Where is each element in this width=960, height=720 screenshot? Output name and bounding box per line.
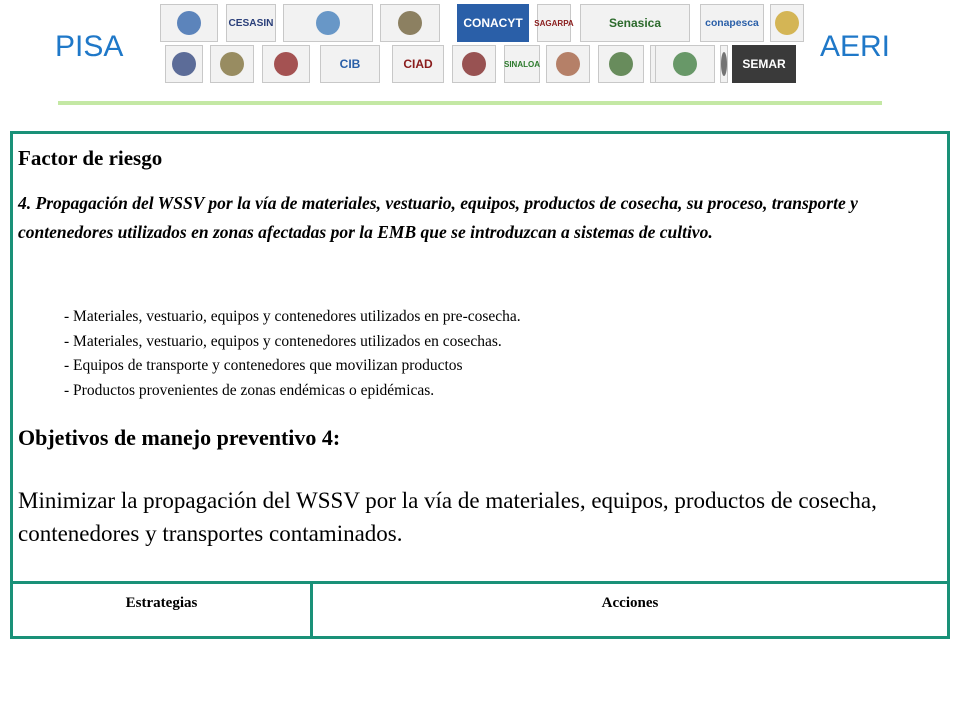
committee-nayarit-logo [283, 4, 373, 42]
shrimp-committee-logo [160, 4, 218, 42]
table-divider [10, 581, 950, 584]
university-emblem-logo [452, 45, 496, 83]
table-header-actions: Acciones [601, 595, 659, 611]
factor-description: 4. Propagación del WSSV por la vía de materiales, vestuario, equipos, productos de cosecha, su proceso, transporte y contenedores utilizados en zonas afectadas por la EMB que se introduzcan a sistemas de cultivo. [18, 193, 858, 242]
state-coat-of-arms-logo-emblem [220, 52, 244, 76]
header-right-label: AERI [820, 30, 891, 63]
sinaloa-logo-text: SINALOA [504, 59, 540, 69]
list-item: - Materiales, vestuario, equipos y contenedores utilizados en cosechas. [64, 332, 502, 350]
cesasin-logo-text: CESASIN [228, 17, 274, 29]
header-left-label: PISA [55, 30, 124, 63]
sinaloa-emblem-logo-emblem [556, 52, 580, 76]
cib-logo-text: CIB [339, 57, 361, 71]
state-shield-logo [770, 4, 804, 42]
committee-nayarit-logo-emblem [316, 11, 340, 35]
cib-logo [320, 45, 380, 83]
green-seal-logo-emblem [673, 52, 697, 76]
conacyt-logo [457, 4, 529, 42]
nayarit-coat-of-arms-logo [262, 45, 310, 83]
ciad-logo [392, 45, 444, 83]
ciad-logo-text: CIAD [403, 57, 433, 71]
sinaloa-emblem-logo [546, 45, 590, 83]
university-seal-logo [598, 45, 644, 83]
factor-title: Factor de riesgo [18, 146, 163, 170]
diagnostic-lab-logo-emblem [721, 52, 727, 76]
green-seal-logo [655, 45, 715, 83]
conacyt-logo-text: CONACYT [463, 16, 523, 30]
state-coat-of-arms-logo [210, 45, 254, 83]
semar-logo-text: SEMAR [742, 57, 786, 71]
state-shield-logo-emblem [775, 11, 799, 35]
sagarpa-logo [534, 4, 574, 42]
conapesca-logo-text: conapesca [705, 17, 759, 29]
bullet-list [64, 305, 521, 403]
sinaloa-logo [504, 45, 540, 83]
semar-logo [732, 45, 796, 83]
university-emblem-logo-emblem [462, 52, 486, 76]
conapesca-logo [700, 4, 764, 42]
list-item: - Productos provenientes de zonas endémicas o epidémicas. [64, 381, 435, 399]
cesasin-logo [226, 4, 276, 42]
university-seal-logo-emblem [609, 52, 633, 76]
table-header-strategies: Estrategias [125, 595, 198, 611]
objective-title: Objetivos de manejo preventivo 4: [18, 425, 341, 450]
nayarit-coat-of-arms-logo-emblem [274, 52, 298, 76]
list-item: - Equipos de transporte y contenedores que movilizan productos [64, 357, 463, 374]
sagarpa-logo-text: SAGARPA [534, 18, 574, 28]
diagnostic-lab-logo [720, 45, 728, 83]
senasica-logo [580, 4, 690, 42]
objective-text: Minimizar la propagación del WSSV por la vía de materiales, equipos, productos de cosecha, contenedores y transportes contaminados. [18, 488, 877, 546]
shrimp-committee-logo-emblem [177, 11, 201, 35]
bcs-committee-logo [380, 4, 440, 42]
header-divider [58, 101, 882, 105]
unam-logo-emblem [172, 52, 196, 76]
unam-logo [165, 45, 203, 83]
senasica-logo-text: Senasica [608, 16, 662, 30]
bcs-committee-logo-emblem [398, 11, 422, 35]
list-item: - Materiales, vestuario, equipos y contenedores utilizados en pre-cosecha. [64, 308, 521, 325]
